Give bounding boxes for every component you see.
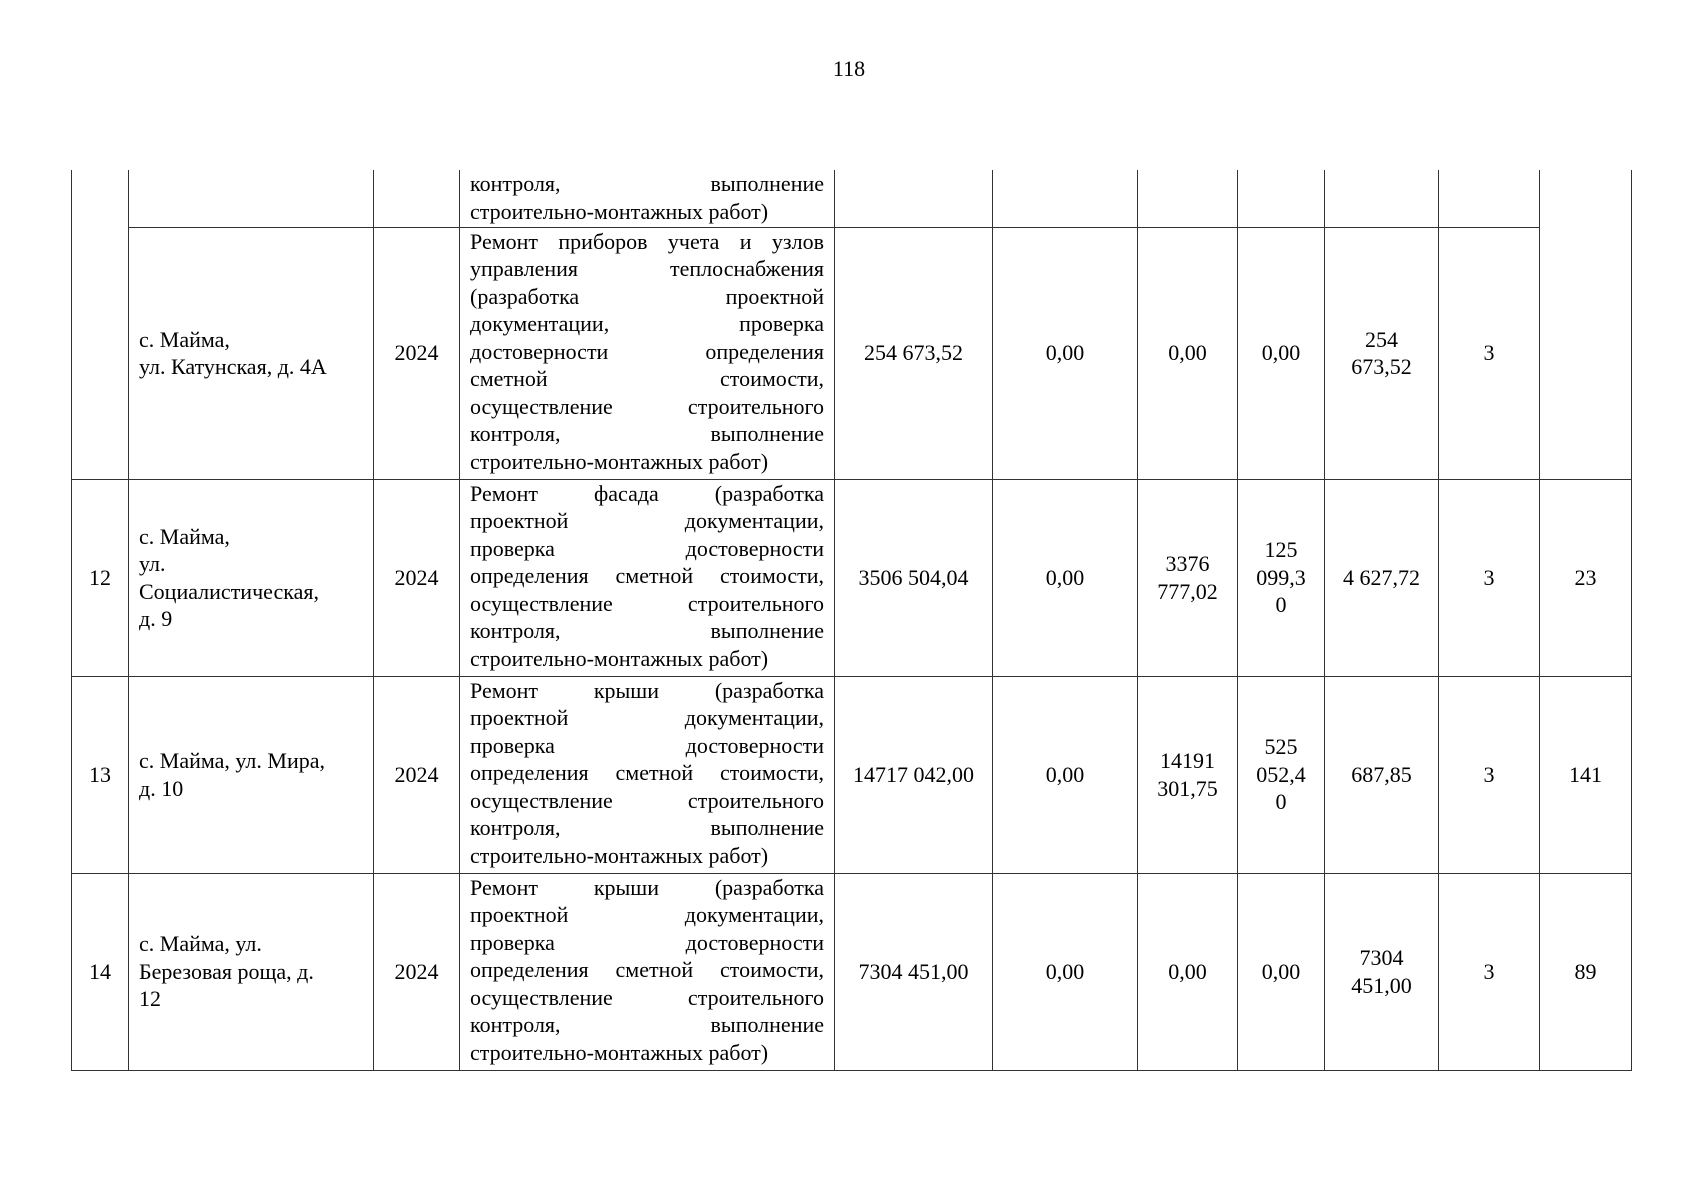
work-line: проектной документации, — [470, 705, 824, 730]
repair-program-table — [71, 170, 1632, 1071]
work-line: проверка достоверности — [470, 929, 824, 955]
work-line: проектной документации, — [470, 902, 824, 927]
cell-work-description — [460, 873, 835, 1070]
cell-year: 2024 — [374, 873, 460, 1070]
cell-value: 0,00 — [993, 873, 1138, 1070]
work-line: определения сметной стоимости, — [470, 957, 824, 982]
cell-year: 2024 — [374, 676, 460, 873]
work-line: достоверности определения — [470, 338, 824, 364]
cell-total-cost: 254 673,52 — [835, 227, 993, 479]
cell-total-cost — [835, 170, 993, 227]
cell-value: 0,00 — [993, 227, 1138, 479]
work-line: контроля, выполнение — [470, 815, 824, 840]
work-line: управления теплоснабжения — [470, 256, 824, 281]
cell-value: 3 — [1439, 479, 1540, 676]
cell-year: 2024 — [374, 227, 460, 479]
work-line: контроля, выполнение — [470, 171, 824, 196]
work-line: определения сметной стоимости, — [470, 563, 824, 588]
work-line: Ремонт приборов учета и узлов — [470, 228, 824, 254]
cell-value: 0,00 — [1138, 873, 1238, 1070]
cell-value — [1439, 170, 1540, 227]
cell-value: 0,00 — [993, 479, 1138, 676]
work-line: строительно-монтажных работ) — [470, 198, 769, 224]
work-line: Ремонт фасада (разработка — [470, 480, 824, 506]
cell-address: с. Майма, ул. Социалистическая, д. 9 — [129, 479, 374, 676]
work-line: проверка достоверности — [470, 732, 824, 758]
cell-value: 3 — [1439, 676, 1540, 873]
cell-value: 23 — [1540, 479, 1632, 676]
work-line: проверка достоверности — [470, 535, 824, 561]
work-line: строительно-монтажных работ) — [470, 842, 769, 868]
work-line: осуществление строительного — [470, 393, 824, 419]
work-line: Ремонт крыши (разработка — [470, 677, 824, 703]
cell-value: 14191 301,75 — [1138, 676, 1238, 873]
cell-year: 2024 — [374, 479, 460, 676]
work-line: сметной стоимости, — [470, 366, 824, 391]
cell-work-description — [460, 227, 835, 479]
cell-value: 0,00 — [993, 676, 1138, 873]
cell-value: 254 673,52 — [1325, 227, 1439, 479]
cell-work-description — [460, 170, 835, 227]
cell-value: 3 — [1439, 873, 1540, 1070]
work-line: Ремонт крыши (разработка — [470, 874, 824, 900]
cell-work-description — [460, 676, 835, 873]
cell-address: с. Майма, ул. Березовая роща, д. 12 — [129, 873, 374, 1070]
cell-year — [374, 170, 460, 227]
cell-value: 3 — [1439, 227, 1540, 479]
cell-value: 0,00 — [1238, 227, 1325, 479]
cell-value — [1540, 170, 1632, 479]
cell-value: 525 052,4 0 — [1238, 676, 1325, 873]
cell-value: 3376 777,02 — [1138, 479, 1238, 676]
cell-value: 0,00 — [1138, 227, 1238, 479]
work-line: осуществление строительного — [470, 590, 824, 616]
cell-address: с. Майма, ул. Катунская, д. 4А — [129, 227, 374, 479]
cell-address — [129, 170, 374, 227]
cell-value: 7304 451,00 — [1325, 873, 1439, 1070]
table-row — [72, 676, 1632, 873]
cell-value: 141 — [1540, 676, 1632, 873]
cell-num — [72, 170, 129, 479]
cell-value: 687,85 — [1325, 676, 1439, 873]
work-line: проектной документации, — [470, 508, 824, 533]
cell-value: 125 099,3 0 — [1238, 479, 1325, 676]
work-line: контроля, выполнение — [470, 421, 824, 446]
cell-value — [1238, 170, 1325, 227]
continuation-row — [72, 170, 1632, 227]
work-line: осуществление строительного — [470, 787, 824, 813]
cell-num: 13 — [72, 676, 129, 873]
work-line: документации, проверка — [470, 311, 824, 336]
cell-value — [1138, 170, 1238, 227]
work-line: (разработка проектной — [470, 283, 824, 309]
page-number: 118 — [832, 56, 866, 81]
work-line: определения сметной стоимости, — [470, 760, 824, 785]
cell-total-cost: 3506 504,04 — [835, 479, 993, 676]
cell-address: с. Майма, ул. Мира, д. 10 — [129, 676, 374, 873]
cell-total-cost: 7304 451,00 — [835, 873, 993, 1070]
cell-value — [1325, 170, 1439, 227]
table-row — [72, 479, 1632, 676]
cell-work-description — [460, 479, 835, 676]
table-row — [72, 873, 1632, 1070]
work-line: контроля, выполнение — [470, 618, 824, 643]
cell-value: 89 — [1540, 873, 1632, 1070]
work-line: осуществление строительного — [470, 984, 824, 1010]
work-line: строительно-монтажных работ) — [470, 448, 769, 474]
cell-total-cost: 14717 042,00 — [835, 676, 993, 873]
work-line: контроля, выполнение — [470, 1012, 824, 1037]
cell-num: 14 — [72, 873, 129, 1070]
cell-num: 12 — [72, 479, 129, 676]
work-line: строительно-монтажных работ) — [470, 1039, 769, 1065]
work-line: строительно-монтажных работ) — [470, 645, 769, 671]
cell-value — [993, 170, 1138, 227]
cell-value: 4 627,72 — [1325, 479, 1439, 676]
cell-value: 0,00 — [1238, 873, 1325, 1070]
table-row — [72, 227, 1632, 479]
